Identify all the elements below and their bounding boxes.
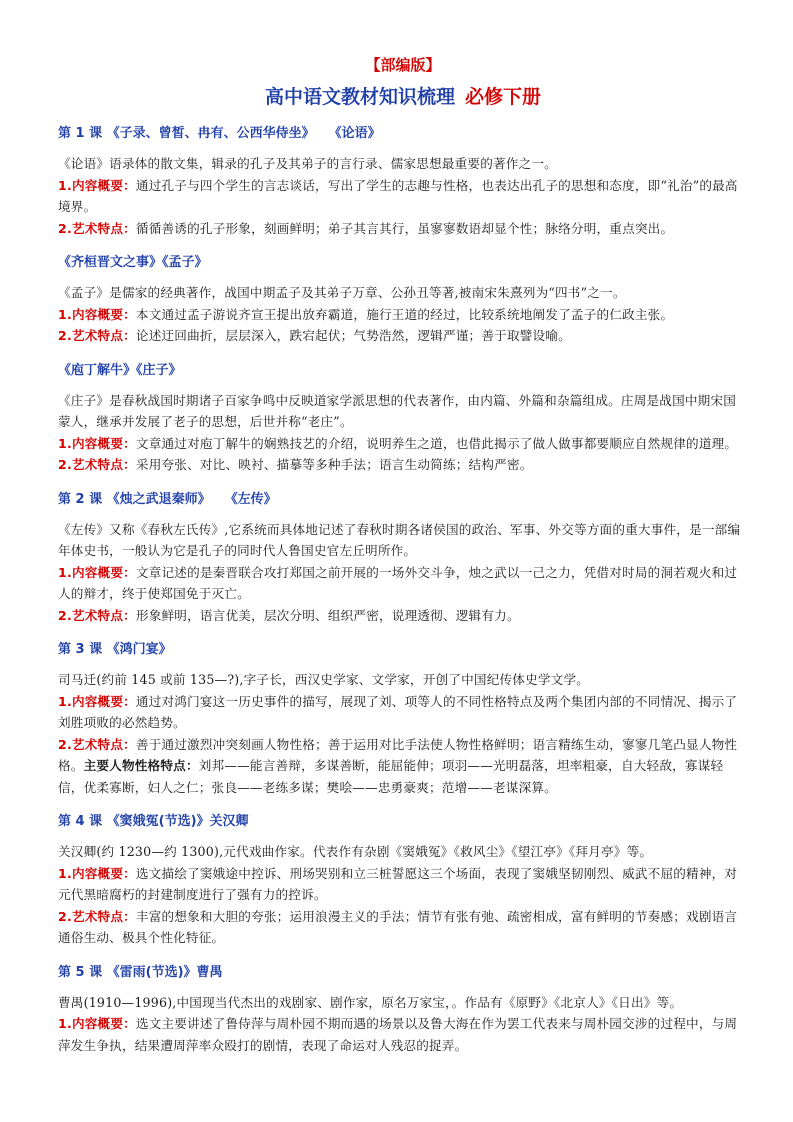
lesson-3-heading: 第 3 课 《鸿门宴》 [58, 642, 172, 657]
lesson-5 [58, 963, 748, 1057]
mencius-art: 2.艺术特点：论述迂回曲折，层层深入，跌宕起伏；气势浩然，逻辑严谨；善于取譬设喻。 [58, 328, 571, 343]
lesson-1-intro: 《论语》语录体的散文集，辑录的孔子及其弟子的言行录、儒家思想最重要的著作之一。 [58, 156, 557, 171]
lesson-1-heading: 第 1 课 《子录、曾皙、冉有、公西华侍坐》 《论语》 [58, 126, 381, 141]
lesson-2 [58, 490, 748, 627]
mencius-heading: 《齐桓晋文之事》《孟子》 [58, 255, 208, 270]
lesson-4 [58, 812, 748, 949]
lesson-4-intro: 关汉卿(约 1230—约 1300),元代戏曲作家。代表作有杂剧《窦娥冤》《救风尘》《望江亭》《拜月亭》等。 [58, 844, 653, 859]
lesson-1 [58, 124, 748, 239]
lesson-1-content: 1.内容概要：通过孔子与四个学生的言志谈话，写出了学生的志趣与性格，也表达出孔子的思想和态度，即“礼治”的最高境界。 [58, 177, 738, 214]
lesson-3 [58, 640, 748, 798]
title-main: 高中语文教材知识梳理 [264, 86, 455, 108]
lesson-2-content: 1.内容概要：文章记述的是秦晋联合攻打郑国之前开展的一场外交斗争，烛之武以一己之力，凭借对时局的洞若观火和过人的辩才，终于使郑国免于灭亡。 [58, 564, 738, 601]
mencius-content: 1.内容概要：本文通过孟子游说齐宣王提出放弃霸道，施行王道的经过，比较系统地阐发了孟子的仁政主张。 [58, 306, 674, 322]
title-subtitle: 必修下册 [465, 86, 542, 108]
edition-badge: 【部编版】 [365, 56, 441, 74]
lesson-5-content: 1.内容概要：选文主要讲述了鲁侍萍与周朴园不期而遇的场景以及鲁大海在作为罢工代表来与周朴园交涉的过程中，与周萍发生争执，结果遭周萍率众殴打的剧情，表现了命运对人残忍的捉弄。 [58, 1016, 738, 1053]
lesson-3-content: 1.内容概要：通过对鸿门宴这一历史事件的描写，展现了刘、项等人的不同性格特点及两个集团内部的不同情况、揭示了刘胜项败的必然趋势。 [58, 693, 738, 730]
lesson-2-art: 2.艺术特点：形象鲜明，语言优美，层次分明、组织严密，说理透彻、逻辑有力。 [58, 607, 520, 623]
lesson-2-heading: 第 2 课 《烛之武退秦师》 《左传》 [58, 491, 277, 507]
document-page [58, 54, 748, 1056]
mencius-intro: 《孟子》是儒家的经典著作，战国中期孟子及其弟子万章、公孙丑等著,被南宋朱熹列为“四书”之一。 [58, 285, 626, 300]
lesson-4-art: 2.艺术特点：丰富的想象和大胆的夸张；运用浪漫主义的手法；情节有张有弛、疏密相成，富有鲜明的节奏感；戏剧语言通俗生动、极具个性化特征。 [58, 908, 738, 945]
zhuangzi-intro: 《庄子》是春秋战国时期诸子百家争鸣中反映道家学派思想的代表著作，由内篇、外篇和杂篇组成。庄周是战国中期宋国蒙人，继承并发展了老子的思想，后世并称“老庄”。 [58, 392, 737, 429]
lesson-1-zhuangzi [58, 361, 748, 476]
zhuangzi-heading: 《庖丁解牛》《庄子》 [58, 362, 182, 378]
lesson-2-intro: 《左传》又称《春秋左氏传》,它系统而具体地记述了春秋时期各诸侯国的政治、军事、外交等方面的重大事件，是一部编年体史书，一般认为它是孔子的同时代人鲁国史官左丘明所作。 [58, 521, 741, 558]
zhuangzi-content: 1.内容概要：文章通过对庖丁解牛的娴熟技艺的介绍，说明养生之道，也借此揭示了做人做事都要顺应自然规律的道理。 [58, 435, 738, 451]
zhuangzi-art: 2.艺术特点：采用夸张、对比、映衬、描摹等多种手法；语言生动简练；结构严密。 [58, 457, 533, 472]
lesson-4-heading: 第 4 课 《窦娥冤(节选)》关汉卿 [58, 814, 249, 829]
page-title [58, 82, 748, 112]
lesson-1-art: 2.艺术特点：循循善诱的孔子形象，刻画鲜明；弟子其言其行，虽寥寥数语却显个性；脉络分明，重点突出。 [58, 220, 674, 236]
lesson-3-intro: 司马迁(约前 145 或前 135—?),字子长，西汉史学家、文学家，开创了中国纪传体史学文学。 [58, 672, 590, 687]
lesson-1-mencius [58, 253, 748, 347]
lesson-5-intro: 曹禺(1910—1996),中国现当代杰出的戏剧家、剧作家，原名万家宝，。作品有《原野》《北京人》《日出》等。 [58, 994, 683, 1010]
character-traits-label: 主要人物性格特点： [83, 758, 199, 773]
lesson-4-content: 1.内容概要：选文描绘了窦娥途中控诉、刑场哭别和立三桩誓愿这三个场面，表现了窦娥坚韧刚烈、威武不屈的精神，对元代黑暗腐朽的封建制度进行了强有力的控诉。 [58, 865, 738, 902]
lesson-3-art: 2.艺术特点：善于通过激烈冲突刻画人物性格；善于运用对比手法使人物性格鲜明；语言精练生动，寥寥几笔凸显人物性格。主要人物性格特点：刘邦——能言善辩，多谋善断，能屈能伸；项羽——光明磊落，坦率粗豪，自大轻敌，寡谋轻信，优柔寡断，妇人之仁；张良——老练多谋；樊哙——忠勇豪爽；范增——老谋深算。 [58, 736, 738, 795]
lesson-5-heading: 第 5 课 《雷雨(节选)》曹禺 [58, 964, 223, 980]
